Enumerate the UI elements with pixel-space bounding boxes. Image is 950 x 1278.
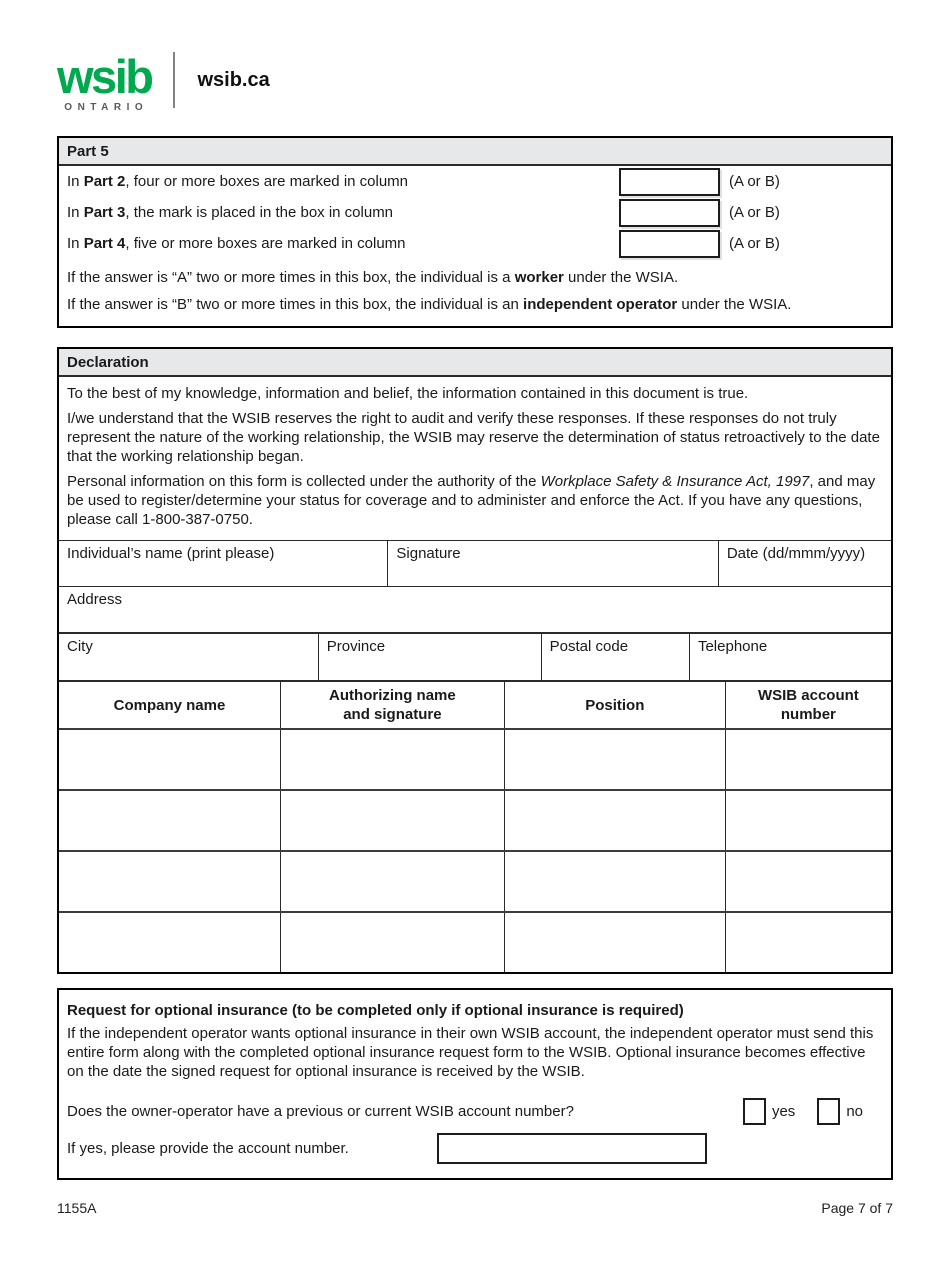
account-number-prompt: If yes, please provide the account number. — [67, 1140, 349, 1157]
table-cell-authorizing-name[interactable] — [281, 913, 505, 972]
form-number: 1155A — [57, 1200, 97, 1216]
field-label: Individual’s name (print please) — [67, 545, 275, 562]
field-label: Postal code — [549, 638, 629, 655]
table-cell-authorizing-name[interactable] — [281, 730, 505, 789]
text-run: , the mark is placed in the box in column — [125, 204, 394, 221]
logo-divider — [173, 52, 175, 108]
field-label: Address — [67, 591, 123, 608]
declaration-text — [59, 377, 891, 540]
worker-note — [67, 264, 883, 291]
table-cell-authorizing-name[interactable] — [281, 791, 505, 850]
text-run: In — [67, 204, 84, 221]
declaration-fields-row-2 — [59, 586, 891, 632]
field-signature[interactable] — [388, 541, 718, 586]
column-header-company-name — [59, 682, 281, 728]
page-footer — [57, 1200, 893, 1216]
text-run: In — [67, 173, 84, 190]
account-number-row — [67, 1133, 883, 1164]
wsib-account-question-row — [67, 1098, 883, 1125]
wsib-logo — [57, 48, 950, 118]
a-or-b-label: (A or B) — [729, 204, 780, 221]
text-run: In — [67, 235, 84, 252]
text-run: under the WSIA. — [677, 296, 792, 313]
table-row — [59, 789, 891, 850]
logo-ontario-label: ONTARIO — [64, 102, 149, 113]
table-cell-position[interactable] — [505, 730, 726, 789]
text-bold: worker — [514, 269, 564, 286]
table-row — [59, 728, 891, 789]
table-cell-authorizing-name[interactable] — [281, 852, 505, 911]
part4-column-input[interactable] — [619, 230, 720, 258]
table-cell-company-name[interactable] — [59, 913, 281, 972]
part4-row-label — [67, 235, 619, 252]
field-label: Signature — [396, 545, 461, 562]
text-bold: Part 3 — [83, 204, 126, 221]
text-run: , five or more boxes are marked in column — [125, 235, 406, 252]
yes-label: yes — [771, 1103, 796, 1120]
column-header-position — [505, 682, 726, 728]
field-label: Date (dd/mmm/yyyy) — [726, 545, 866, 562]
optional-insurance-body: If the independent operator wants optional insurance in their own WSIB account, the independent operator must send this entire form along with the completed optional insurance request form to the WSIB. Optional insurance becomes effective on the date the signed request for optional insurance is received by the WSIB. — [67, 1025, 874, 1080]
table-cell-position[interactable] — [505, 791, 726, 850]
table-cell-wsib-account[interactable] — [726, 913, 891, 972]
table-row — [59, 850, 891, 911]
part5-row-part4 — [59, 228, 891, 259]
part5-notes — [59, 259, 891, 326]
table-cell-wsib-account[interactable] — [726, 791, 891, 850]
part3-row-label — [67, 204, 619, 221]
text-run: , four or more boxes are marked in column — [125, 173, 409, 190]
table-cell-position[interactable] — [505, 913, 726, 972]
account-number-input[interactable] — [437, 1133, 707, 1164]
text-run: If the answer is “A” two or more times in this box, the individual is a — [67, 269, 515, 286]
yes-checkbox[interactable] — [743, 1098, 766, 1125]
declaration-fields-row-1 — [59, 540, 891, 586]
field-label: Telephone — [697, 638, 768, 655]
table-cell-company-name[interactable] — [59, 730, 281, 789]
header-line: Company name — [113, 696, 226, 714]
declaration-paragraph-2: I/we understand that the WSIB reserves the right to audit and verify these responses. If these responses do not truly represent the nature of the working relationship, the WSIB may reserve the determination of status retroactively to the date that the working relationship began. — [67, 410, 880, 465]
table-cell-company-name[interactable] — [59, 791, 281, 850]
part3-column-input[interactable] — [619, 199, 720, 227]
field-address[interactable] — [59, 587, 891, 632]
declaration-paragraph-3 — [67, 472, 883, 529]
text-run: , and may be used to register/determine your status for coverage and to administer and enforce the Act. If you have any questions, please call 1-800-387-0750. — [67, 473, 876, 528]
wsib-wordmark: wsib — [57, 50, 152, 103]
text-run: Personal information on this form is collected under the authority of the — [67, 473, 541, 490]
field-label: Province — [326, 638, 386, 655]
text-bold: Part 4 — [83, 235, 126, 252]
text-run: If the answer is “B” two or more times in this box, the individual is an — [67, 296, 524, 313]
authorization-table-header — [59, 680, 891, 728]
part5-header: Part 5 — [59, 138, 891, 166]
column-header-authorizing-name — [281, 682, 505, 728]
a-or-b-label: (A or B) — [729, 235, 780, 252]
text-run: under the WSIA. — [563, 269, 679, 286]
part5-row-part3 — [59, 197, 891, 228]
header-line: WSIB account — [757, 687, 859, 704]
table-cell-position[interactable] — [505, 852, 726, 911]
table-cell-company-name[interactable] — [59, 852, 281, 911]
field-postal-code[interactable] — [542, 634, 690, 680]
no-label: no — [846, 1103, 863, 1120]
part5-row-part2 — [59, 166, 891, 197]
optional-insurance-section — [57, 988, 893, 1180]
header-line: number — [780, 706, 836, 723]
wsib-account-question: Does the owner-operator have a previous or current WSIB account number? — [67, 1103, 574, 1120]
header-line: Position — [585, 696, 645, 714]
table-cell-wsib-account[interactable] — [726, 730, 891, 789]
act-title-italic: Workplace Safety & Insurance Act, 1997 — [540, 473, 810, 490]
part2-column-input[interactable] — [619, 168, 720, 196]
part5-section — [57, 136, 893, 328]
independent-operator-note — [67, 291, 883, 318]
page-number: Page 7 of 7 — [821, 1200, 893, 1216]
part2-row-label — [67, 173, 619, 190]
header-line: and signature — [343, 706, 442, 723]
column-header-wsib-account — [726, 682, 891, 728]
field-city[interactable] — [59, 634, 319, 680]
declaration-paragraph-1: To the best of my knowledge, information and belief, the information contained in this document is true. — [67, 385, 749, 402]
field-date[interactable] — [719, 541, 891, 586]
field-individual-name[interactable] — [59, 541, 388, 586]
header-line: Authorizing name — [329, 687, 456, 704]
no-checkbox[interactable] — [817, 1098, 840, 1125]
declaration-header: Declaration — [59, 349, 891, 377]
declaration-section — [57, 347, 893, 974]
text-bold: Part 2 — [83, 173, 126, 190]
site-url: wsib.ca — [197, 68, 270, 91]
field-province[interactable] — [319, 634, 542, 680]
logo-wordmark-block — [57, 50, 152, 113]
a-or-b-label: (A or B) — [729, 173, 780, 190]
table-row — [59, 911, 891, 972]
declaration-fields-row-3 — [59, 632, 891, 680]
field-telephone[interactable] — [690, 634, 891, 680]
field-label: City — [67, 638, 93, 655]
table-cell-wsib-account[interactable] — [726, 852, 891, 911]
optional-insurance-title: Request for optional insurance (to be completed only if optional insurance is required) — [67, 1002, 684, 1019]
text-bold: independent operator — [523, 296, 678, 313]
